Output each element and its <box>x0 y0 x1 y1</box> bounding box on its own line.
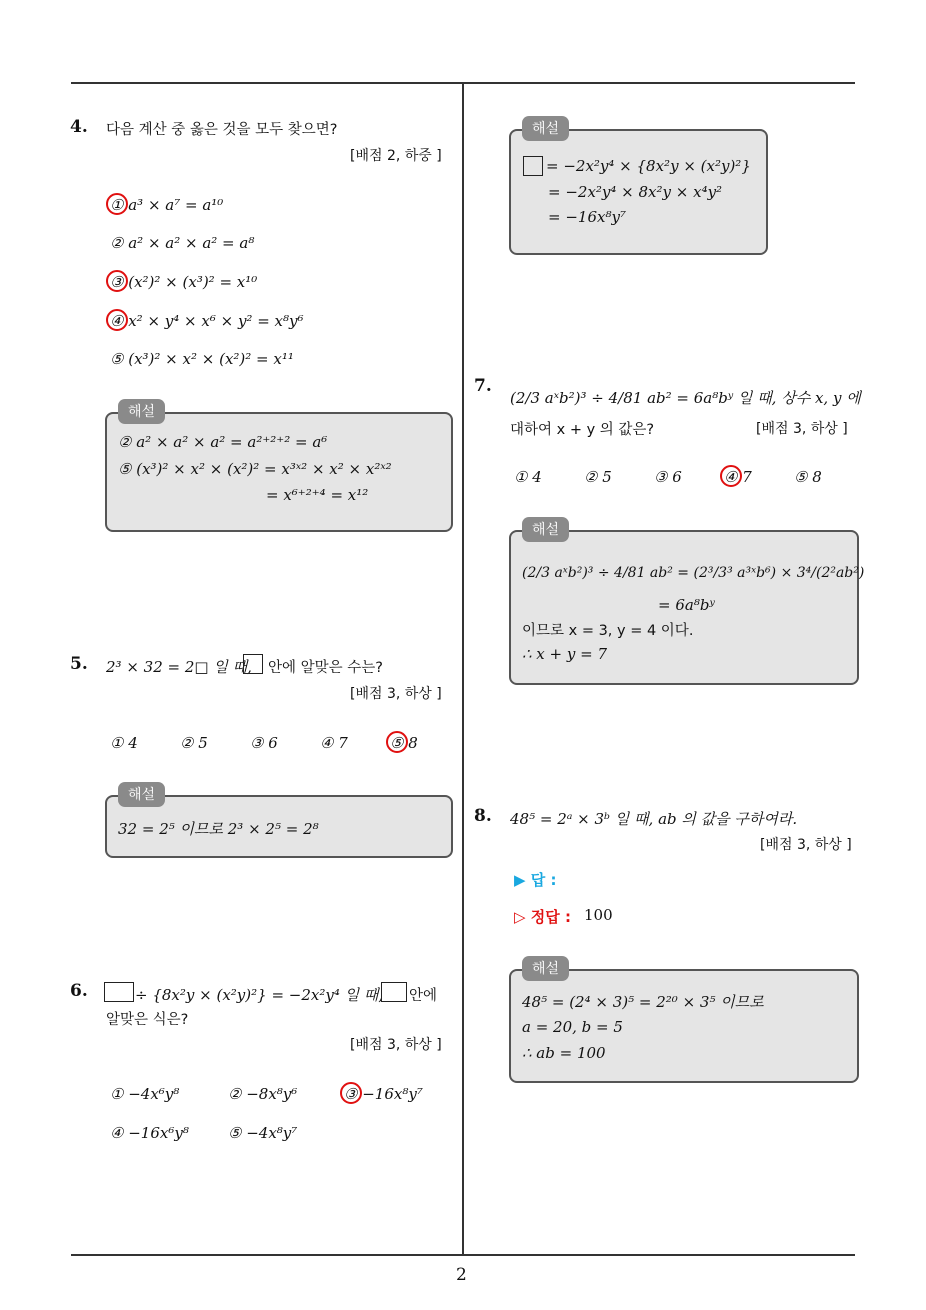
q4-choice-2[interactable]: ② a² × a² × a² = a⁸ <box>110 234 255 252</box>
q4-number: 4. <box>70 117 88 137</box>
q5-text-b: 안에 알맞은 수는? <box>268 660 383 676</box>
q6-choice-4[interactable]: ④ −16x⁶y⁸ <box>110 1124 189 1142</box>
q6-text-b: 안에 <box>409 988 438 1004</box>
q4-explain-line-1: ② a² × a² × a² = a²⁺²⁺² = a⁶ <box>118 433 328 451</box>
q5-explanation-tag: 해설 <box>118 782 165 807</box>
q6-choice-3[interactable]: ③ −16x⁸y⁷ <box>344 1085 423 1103</box>
page-number: 2 <box>456 1265 467 1285</box>
q4-text: 다음 계산 중 옳은 것을 모두 찾으면? <box>106 122 338 138</box>
q6-blank-box-1 <box>104 982 134 1002</box>
q6-blank-box-2 <box>381 982 407 1002</box>
q5-choice-5[interactable]: ⑤ 8 <box>390 734 418 752</box>
q5-choice-1[interactable]: ① 4 <box>110 734 138 752</box>
q5-explain-line-1: 32 = 2⁵ 이므로 2³ × 2⁵ = 2⁸ <box>118 820 319 838</box>
q8-explain-line-1: 48⁵ = (2⁴ × 3)⁵ = 2²⁰ × 3⁵ 이므로 <box>522 993 764 1011</box>
q4-choice-3[interactable]: ③ (x²)² × (x³)² = x¹⁰ <box>110 273 258 291</box>
q6-text-c: 알맞은 식은? <box>106 1012 189 1028</box>
q8-answer-label: ▶ 답 : <box>514 871 557 889</box>
q7-choice-4[interactable]: ④ 7 <box>724 468 752 486</box>
q4-choice-5[interactable]: ⑤ (x³)² × x² × (x²)² = x¹¹ <box>110 350 294 368</box>
q7-choice-3[interactable]: ③ 6 <box>654 468 682 486</box>
q7-explain-line-3: 이므로 x = 3, y = 4 이다. <box>522 623 694 639</box>
q8-explain-line-2: a = 20, b = 5 <box>522 1018 623 1036</box>
q4-explanation-tag: 해설 <box>118 399 165 424</box>
q4-choice-4[interactable]: ④ x² × y⁴ × x⁶ × y² = x⁸y⁶ <box>110 312 304 330</box>
q8-explanation-tag: 해설 <box>522 956 569 981</box>
q5-number: 5. <box>70 654 88 674</box>
q7-choice-5[interactable]: ⑤ 8 <box>794 468 822 486</box>
q6-choice-5[interactable]: ⑤ −4x⁸y⁷ <box>228 1124 298 1142</box>
q7-explain-line-1: (2/3 aˣb²)³ ÷ 4/81 ab² = (2³/3³ a³ˣb⁶) × 3⁴/(2²ab²) <box>522 565 865 581</box>
column-divider <box>462 84 464 1256</box>
q6-explanation-tag: 해설 <box>522 116 569 141</box>
q7-number: 7. <box>474 376 492 396</box>
q7-choice-2[interactable]: ② 5 <box>584 468 612 486</box>
q6-explain-line-3: = −16x⁸y⁷ <box>548 208 626 226</box>
q4-explain-line-3: = x⁶⁺²⁺⁴ = x¹² <box>266 486 369 504</box>
q8-text: 48⁵ = 2ᵃ × 3ᵇ 일 때, ab 의 값을 구하여라. <box>510 810 798 828</box>
q5-meta: [배점 3, 하상 ] <box>350 686 442 702</box>
q4-explain-line-2: ⑤ (x³)² × x² × (x²)² = x³ˣ² × x² × x²ˣ² <box>118 460 392 478</box>
q8-correct-value: 100 <box>584 906 613 924</box>
q6-text-a: ÷ {8x²y × (x²y)²} = −2x²y⁴ 일 때, <box>135 986 384 1004</box>
q6-meta: [배점 3, 하상 ] <box>350 1037 442 1053</box>
q6-choice-2[interactable]: ② −8x⁸y⁶ <box>228 1085 298 1103</box>
q5-choice-3[interactable]: ③ 6 <box>250 734 278 752</box>
q5-blank-box <box>243 654 263 674</box>
q7-text-b: 대하여 x + y 의 값은? <box>510 422 655 438</box>
q7-choice-1[interactable]: ① 4 <box>514 468 542 486</box>
q7-text-a: (2/3 aˣb²)³ ÷ 4/81 ab² = 6a⁸bʸ 일 때, 상수 x, y 에 <box>510 389 861 407</box>
q8-correct-label: ▷ 정답 : <box>514 908 571 926</box>
q8-meta: [배점 3, 하상 ] <box>760 837 852 853</box>
q4-meta: [배점 2, 하중 ] <box>350 148 442 164</box>
q7-explain-line-2: = 6a⁸bʸ <box>658 596 715 614</box>
q6-explain-blank-box <box>523 156 543 176</box>
q6-choice-1[interactable]: ① −4x⁶y⁸ <box>110 1085 180 1103</box>
q7-explain-line-4: ∴ x + y = 7 <box>522 645 607 663</box>
q6-explain-line-2: = −2x²y⁴ × 8x²y × x⁴y² <box>548 183 723 201</box>
q6-number: 6. <box>70 981 88 1001</box>
q6-explain-line-1: = −2x²y⁴ × {8x²y × (x²y)²} <box>546 157 751 175</box>
q5-choice-4[interactable]: ④ 7 <box>320 734 348 752</box>
q5-text-a: 2³ × 32 = 2□ 일 때, <box>106 658 252 676</box>
q4-choice-1[interactable]: ① a³ × a⁷ = a¹⁰ <box>110 196 224 214</box>
q7-explanation-tag: 해설 <box>522 517 569 542</box>
q8-explain-line-3: ∴ ab = 100 <box>522 1044 606 1062</box>
q7-meta: [배점 3, 하상 ] <box>756 421 848 437</box>
q5-choice-2[interactable]: ② 5 <box>180 734 208 752</box>
q8-number: 8. <box>474 806 492 826</box>
